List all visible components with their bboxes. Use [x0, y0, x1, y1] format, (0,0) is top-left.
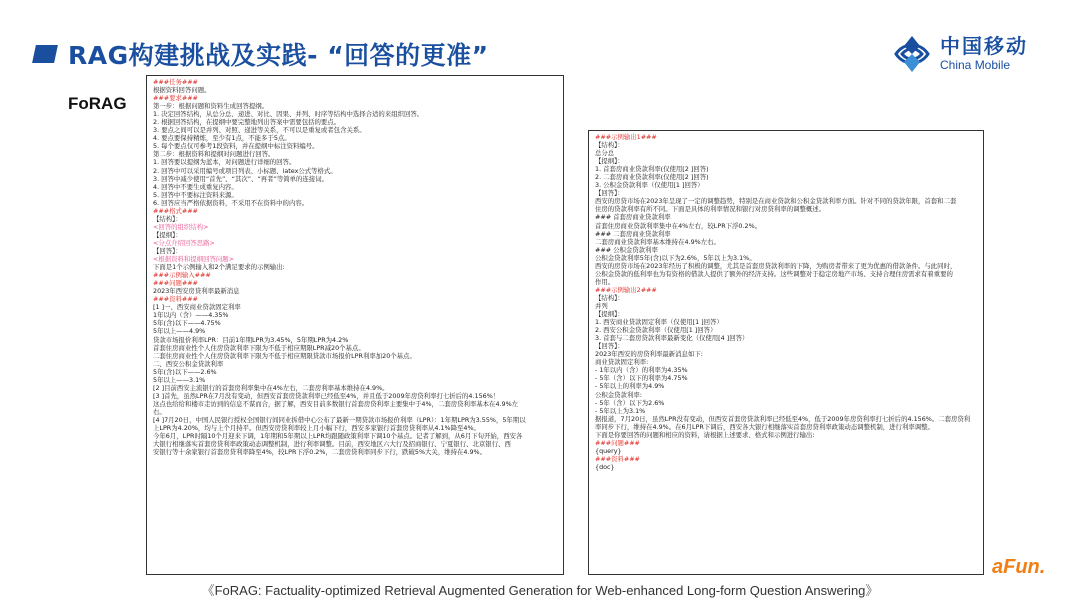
- right-panel-line: - 5年以上的利率为4.9%: [595, 382, 665, 391]
- slide-header: [34, 36, 489, 72]
- right-panel-line: 【结构】：: [595, 141, 624, 150]
- right-panel-line: 二套房商业贷款利率基本维持在4.9%左右。: [595, 237, 720, 246]
- right-panel-line: 【结构】：: [595, 293, 624, 302]
- brand-fragment: aFun.: [992, 556, 1046, 578]
- paper-caption: 《FoRAG: Factuality-optimized Retrieval Augmented Generation for Web-enhanced Long-form Question Answering》: [201, 583, 879, 598]
- left-panel-line: 二、西安公积金贷款利率: [153, 359, 224, 368]
- left-panel-line: 【提纲】：: [153, 230, 182, 239]
- left-panel-line: 安银行等十余家银行首套房贷利率降至4%，较LPR下浮0.2%，二套房贷利率同步下行，跌破5%大关，维持在4.9%。: [153, 448, 487, 457]
- right-panel-line: - 5年（含）以下为2.6%: [595, 398, 665, 407]
- left-panel-line: 2. 回答中可以采用编号或项目列表、小标题、latex公式等格式。: [153, 166, 337, 175]
- left-panel-line: [1 ]一、西安商业贷款固定利率: [153, 303, 241, 312]
- right-panel-line: 公积金贷款利率5年(含)以下为2.6%，5年以上为3.1%。: [595, 253, 756, 262]
- left-panel-line: 1. 回答要以提纲为蓝本，对问题进行详细的回答。: [153, 158, 296, 167]
- left-panel-line: [4 ]7月20日，中国人民银行授权全国银行间同业拆借中心公布了最新一期贷款市场报价利率（LPR）：1年期LPR为3.55%，5年期以: [153, 415, 526, 424]
- left-panel-line: 5年以上——3.1%: [153, 375, 206, 384]
- logo-english-name: China Mobile: [940, 58, 1011, 72]
- left-panel-line: 【结构】：: [153, 214, 182, 223]
- slide-title: RAG构建挑战及实践- “回答的更准”: [68, 41, 489, 70]
- china-mobile-logo-icon: [890, 32, 934, 76]
- right-panel-line: 1. 西安商业贷款固定利率（仅使用[1 ]回答）: [595, 318, 723, 327]
- right-panel-line: - 1年以内（含）的利率为4.35%: [595, 366, 688, 375]
- right-panel-line: 3. 首套与二套房贷款利率最新变化（仅使用[4 ]回答）: [595, 334, 749, 343]
- right-panel-line: 公积金贷款的低利率也为有资格的借款人提供了额外的经济支持。这些调整对于稳定房地产市场、支持合理住房需求有着重要的: [595, 269, 953, 278]
- right-panel-line: 2. 二套房商业贷款利率(仅使用[2 ]回答): [595, 173, 709, 182]
- left-panel-line: 2. 根据回答结构，在提纲中要完整地列出答案中需要包括的要点。: [153, 118, 341, 127]
- right-panel-line: 【回答】：: [595, 342, 624, 351]
- prompt-template-panel: [146, 75, 564, 575]
- left-panel-line: 1年以内（含）——4.35%: [153, 311, 229, 320]
- left-panel-line: 4. 回答中不要生成重复内容。: [153, 182, 238, 191]
- right-panel-line: ### 公积金贷款利率: [595, 245, 658, 254]
- left-panel-line: ###问题###: [153, 279, 198, 288]
- right-panel-line: 西安的房贷市场在2023年经历了积极的调整，尤其是首套房贷款利率的下降，为购房者带来了更为优惠的借款条件。与此同时，: [595, 261, 957, 270]
- right-panel-line: ### 二套房商业贷款利率: [595, 229, 671, 238]
- left-panel-line: 6. 回答应当严格依据资料，不采用不在资料中的内容。: [153, 198, 309, 207]
- right-panel-line: - 5年（含）以下的利率为4.75%: [595, 374, 688, 383]
- left-panel-line: 5年(含)以下——4.75%: [153, 319, 221, 328]
- right-panel-line: 2. 西安公积金贷款利率（仅使用[1 ]回答）: [595, 326, 717, 335]
- right-panel-line: 【提纲】：: [595, 310, 624, 319]
- left-panel-line: 右。: [153, 407, 166, 416]
- left-panel-line: <回答的组织结构>: [153, 222, 209, 231]
- right-panel-line: {doc}: [595, 462, 615, 471]
- left-panel-line: ###任务###: [153, 78, 198, 86]
- right-panel-line: 公积金贷款利率:: [595, 390, 642, 399]
- left-panel-line: <分点介绍回答思路>: [153, 238, 215, 247]
- right-panel-line: 下面是你要回答的问题和相应的资料，请根据上述要求、格式和示例进行输出:: [595, 430, 815, 439]
- left-panel-line: 二套住房商业性个人住房贷款利率下限为不低于相应期限贷款市场报价LPR利率加20个基点。: [153, 351, 416, 360]
- left-panel-line: 第一步：根据问题和资料生成回答提纲。: [153, 102, 269, 111]
- left-panel-line: 根据资料回答问题。: [153, 86, 211, 95]
- left-panel-line: 3. 回答中减少使用“首先”、“其次”、“再者”等简单的连接词。: [153, 174, 328, 183]
- right-panel-line: 据报道，7月20日，虽然LPR没有变动，但西安首套房贷款利率已经低至4%，低于2009年房贷利率打七折后的4.156%。二套房贷利: [595, 414, 971, 423]
- left-panel-line: 这点也给给和楼市走访到的信息不谋而合，据了解，西安目前多数银行首套房贷利率主要集中于4%，二套房贷利率基本在4.9%左: [153, 399, 519, 408]
- right-panel-line: 商业贷款固定利率:: [595, 358, 649, 367]
- right-panel-line: {query}: [595, 446, 622, 455]
- right-panel-line: - 5年以上为3.1%: [595, 406, 646, 415]
- right-panel-line: ###资料###: [595, 454, 640, 463]
- right-panel-line: 1. 首套房商业贷款利率(仅使用[2 ]回答): [595, 165, 709, 174]
- logo-chinese-name: 中国移动: [940, 34, 1028, 58]
- left-panel-line: 5年以上——4.9%: [153, 327, 206, 336]
- right-panel-line: 3. 公积金贷款利率（仅使用[1 ]回答）: [595, 181, 704, 190]
- left-panel-line: 首套住房商业性个人住房贷款利率下限为不低于相应期限LPR减20个基点。: [153, 343, 365, 352]
- left-panel-line: ###要求###: [153, 94, 198, 103]
- right-panel-line: ###问题###: [595, 438, 640, 447]
- left-panel-line: ###示例输入###: [153, 271, 211, 280]
- right-panel-line: 2023年西安的房贷利率最新消息如下:: [595, 350, 703, 359]
- left-panel-line: 上LPR为4.20%，均与上个月持平。但西安房贷利率较上月小幅下行，西安多家银行首套房贷利率从4.1%降至4%。: [153, 424, 480, 433]
- right-panel-line: 【提纲】：: [595, 157, 624, 166]
- left-panel-line: 今年6月，LPR时隔10个月迎来下调，1年期和5年期以上LPR均跟随政策利率下调10个基点。记者了解到，从6月下旬开始，西安各: [153, 432, 523, 441]
- right-panel-line: 住房的贷款利率有所不同。下面是具体的利率情况和银行对房贷利率的调整概述。: [595, 205, 826, 214]
- right-panel-line: 【回答】：: [595, 189, 624, 198]
- right-panel-line: ###示例输出1###: [595, 133, 657, 141]
- method-label: FoRAG: [68, 94, 127, 113]
- china-mobile-logo: [890, 32, 1028, 76]
- left-panel-line: 4. 要点要保持精炼，至少有1点，不能多于5点。: [153, 134, 291, 143]
- left-panel-line: 1. 决定回答结构，从总分总、递进、对比、因果、并列、时序等结构中选择合适的来组织回答。: [153, 110, 424, 119]
- right-panel-line: 率同步下行，维持在4.9%。在6月LPR下调后，西安各大银行相继落实首套房贷利率政策动态调整机制，进行利率调整。: [595, 422, 934, 431]
- left-panel-line: ###格式###: [153, 206, 198, 215]
- right-panel-line: ###示例输出2###: [595, 285, 657, 294]
- right-panel-line: 首套住房商业贷款利率集中在4%左右，较LPR下浮0.2%。: [595, 221, 762, 230]
- left-panel-line: <根据资料和提纲回答问题>: [153, 255, 235, 264]
- right-panel-line: 总分总: [595, 149, 615, 158]
- left-panel-line: 第二步：根据资料和提纲对问题进行回答。: [153, 150, 275, 159]
- left-panel-line: [3 ]首先，虽然LPR在7月没有变动，但西安首套房贷款利率已经低至4%，并且低于2009年房贷利率打七折后的4.156%！: [153, 391, 500, 400]
- left-panel-line: 下面是1个示例输入和2个满足要求的示例输出:: [153, 263, 285, 272]
- title-accent-bar: [32, 45, 58, 63]
- left-panel-line: 3. 要点之间可以是并列、对照、递进等关系，不可以是重复或者包含关系。: [153, 126, 366, 135]
- right-panel-line: 并列: [595, 301, 608, 310]
- left-panel-line: 5. 每个要点仅可参考1段资料，并在提纲中标注资料编号。: [153, 142, 319, 151]
- left-panel-line: 2023年西安房贷利率最新消息: [153, 287, 240, 296]
- left-panel-line: 5. 回答中不要标注资料来源。: [153, 190, 238, 199]
- left-panel-line: [2 ]目前西安主流银行的首套房利率集中在4%左右，二套房利率基本维持在4.9%。: [153, 383, 389, 392]
- left-panel-line: 大银行相继落实首套房贷利率政策动态调整机制，进行利率调整。目前，西安地区六大行及招商银行、宁夏银行、北京银行、西: [153, 440, 511, 449]
- example-output-panel: [588, 130, 984, 575]
- right-panel-line: 西安的房贷市场在2023年呈现了一定的调整趋势，特别是在商业贷款和公积金贷款利率方面。针对不同的贷款年限，首套和二套: [595, 197, 957, 206]
- left-panel-line: ###资料###: [153, 295, 198, 304]
- left-panel-line: 贷款市场报价利率LPR：目前1年期LPR为3.45%，5年期LPR为4.2%: [153, 335, 349, 344]
- right-panel-line: ### 首套房商业贷款利率: [595, 213, 671, 222]
- left-panel-line: 5年(含)以下——2.6%: [153, 367, 217, 376]
- right-panel-line: 作用。: [595, 277, 615, 286]
- left-panel-line: 【回答】：: [153, 246, 182, 255]
